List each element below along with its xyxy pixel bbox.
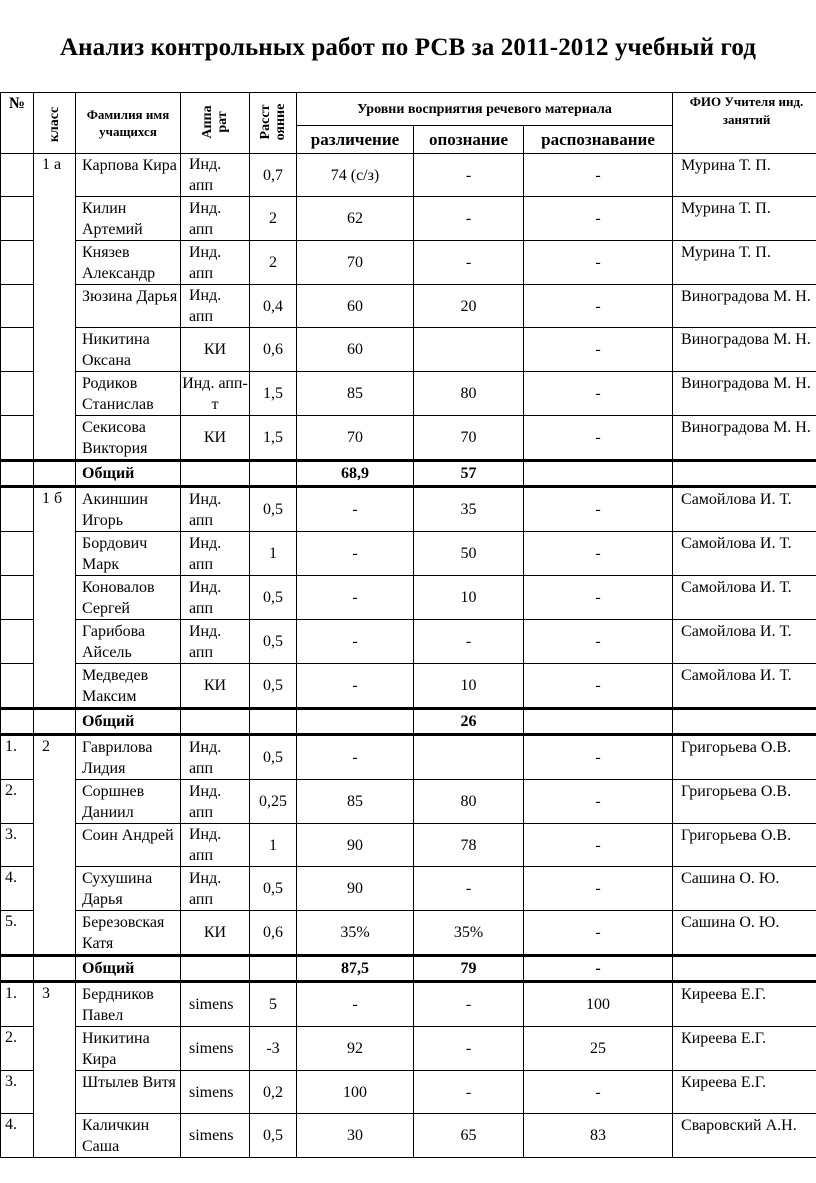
recognition-value: 25 — [524, 1027, 673, 1071]
device: Инд. апп — [181, 154, 250, 197]
table-row — [1, 911, 816, 956]
row-number — [1, 372, 34, 416]
total-empty — [673, 461, 816, 487]
student-name: Каличкин Саша — [76, 1114, 181, 1158]
row-number: 3. — [1, 1071, 34, 1114]
identification-value: - — [414, 154, 524, 197]
identification-value: 35% — [414, 911, 524, 956]
student-name: Никитина Кира — [76, 1027, 181, 1071]
device: Инд. апп — [181, 824, 250, 867]
identification-value: - — [414, 197, 524, 241]
discrimination-value: 62 — [297, 197, 414, 241]
total-row — [1, 956, 816, 982]
row-number: 5. — [1, 911, 34, 956]
distance: 0,5 — [250, 867, 297, 911]
row-number — [1, 328, 34, 372]
table-row — [1, 154, 816, 197]
results-body — [1, 154, 816, 1158]
row-number — [1, 285, 34, 328]
class-cell: 3 — [34, 982, 76, 1158]
identification-value — [414, 328, 524, 372]
recognition-value: - — [524, 285, 673, 328]
header-teacher: ФИО Учителя инд. занятий — [673, 93, 816, 154]
identification-value: 50 — [414, 532, 524, 576]
discrimination-value: 74 (с/з) — [297, 154, 414, 197]
distance: 0,5 — [250, 1114, 297, 1158]
table-row — [1, 372, 816, 416]
device: Инд. апп — [181, 620, 250, 664]
student-name: Секисова Виктория — [76, 416, 181, 461]
distance: 0,2 — [250, 1071, 297, 1114]
total-empty — [181, 461, 250, 487]
discrimination-value: 100 — [297, 1071, 414, 1114]
total-label: Общий — [76, 461, 181, 487]
teacher-name: Киреева Е.Г. — [673, 1027, 816, 1071]
total-discrimination: 87,5 — [297, 956, 414, 982]
recognition-value: - — [524, 416, 673, 461]
device: Инд. апп — [181, 576, 250, 620]
recognition-value: - — [524, 241, 673, 285]
recognition-value: - — [524, 620, 673, 664]
total-empty — [181, 956, 250, 982]
identification-value: - — [414, 867, 524, 911]
row-number — [1, 416, 34, 461]
distance: 0,7 — [250, 154, 297, 197]
table-row — [1, 532, 816, 576]
table-row — [1, 1027, 816, 1071]
student-name: Карпова Кира — [76, 154, 181, 197]
identification-value: - — [414, 241, 524, 285]
identification-value: 20 — [414, 285, 524, 328]
distance: 5 — [250, 982, 297, 1027]
device: Инд. апп — [181, 532, 250, 576]
distance: 0,5 — [250, 735, 297, 780]
teacher-name: Киреева Е.Г. — [673, 982, 816, 1027]
device: simens — [181, 982, 250, 1027]
table-row — [1, 620, 816, 664]
student-name: Гарибова Айсель — [76, 620, 181, 664]
device: Инд. апп — [181, 487, 250, 532]
discrimination-value: - — [297, 982, 414, 1027]
row-number: 1. — [1, 982, 34, 1027]
total-empty — [181, 709, 250, 735]
row-number: 1. — [1, 735, 34, 780]
table-row — [1, 982, 816, 1027]
total-empty — [1, 709, 34, 735]
table-row — [1, 824, 816, 867]
distance: 0,4 — [250, 285, 297, 328]
identification-value — [414, 735, 524, 780]
discrimination-value: - — [297, 620, 414, 664]
distance: 0,6 — [250, 328, 297, 372]
discrimination-value: 60 — [297, 328, 414, 372]
discrimination-value: 35% — [297, 911, 414, 956]
student-name: Медведев Максим — [76, 664, 181, 709]
row-number: 4. — [1, 1114, 34, 1158]
row-number: 2. — [1, 780, 34, 824]
total-empty — [1, 956, 34, 982]
student-name: Князев Александр — [76, 241, 181, 285]
discrimination-value: - — [297, 532, 414, 576]
total-label: Общий — [76, 956, 181, 982]
teacher-name: Виноградова М. Н. — [673, 285, 816, 328]
recognition-value: 100 — [524, 982, 673, 1027]
identification-value: 65 — [414, 1114, 524, 1158]
teacher-name: Сашина О. Ю. — [673, 867, 816, 911]
header-distance: Расст ояние — [250, 93, 297, 154]
distance: 1 — [250, 532, 297, 576]
teacher-name: Григорьева О.В. — [673, 735, 816, 780]
row-number — [1, 197, 34, 241]
teacher-name: Самойлова И. Т. — [673, 487, 816, 532]
total-identification: 26 — [414, 709, 524, 735]
discrimination-value: 60 — [297, 285, 414, 328]
discrimination-value: - — [297, 664, 414, 709]
discrimination-value: 90 — [297, 824, 414, 867]
recognition-value: - — [524, 735, 673, 780]
table-row — [1, 576, 816, 620]
header-discrimination: различение — [297, 126, 414, 154]
device: КИ — [181, 328, 250, 372]
recognition-value: - — [524, 487, 673, 532]
teacher-name: Григорьева О.В. — [673, 824, 816, 867]
student-name: Березовская Катя — [76, 911, 181, 956]
total-empty — [250, 461, 297, 487]
discrimination-value: - — [297, 576, 414, 620]
teacher-name: Виноградова М. Н. — [673, 328, 816, 372]
identification-value: - — [414, 1071, 524, 1114]
device: КИ — [181, 664, 250, 709]
recognition-value: 83 — [524, 1114, 673, 1158]
row-number — [1, 576, 34, 620]
identification-value: 10 — [414, 576, 524, 620]
student-name: Родиков Станислав — [76, 372, 181, 416]
header-identification: опознание — [414, 126, 524, 154]
recognition-value: - — [524, 532, 673, 576]
student-name: Никитина Оксана — [76, 328, 181, 372]
student-name: Соин Андрей — [76, 824, 181, 867]
device: simens — [181, 1071, 250, 1114]
discrimination-value: 85 — [297, 372, 414, 416]
row-number — [1, 487, 34, 532]
device: КИ — [181, 911, 250, 956]
header-device: Аппа рат — [181, 93, 250, 154]
discrimination-value: 90 — [297, 867, 414, 911]
identification-value: 70 — [414, 416, 524, 461]
discrimination-value: 92 — [297, 1027, 414, 1071]
identification-value: - — [414, 620, 524, 664]
device: Инд. апп — [181, 735, 250, 780]
identification-value: 80 — [414, 372, 524, 416]
distance: 0,5 — [250, 487, 297, 532]
table-row — [1, 197, 816, 241]
recognition-value: - — [524, 372, 673, 416]
total-recognition — [524, 709, 673, 735]
distance: 0,25 — [250, 780, 297, 824]
table-row — [1, 416, 816, 461]
class-cell: 1 б — [34, 487, 76, 709]
student-name: Бордович Марк — [76, 532, 181, 576]
distance: 1 — [250, 824, 297, 867]
teacher-name: Сашина О. Ю. — [673, 911, 816, 956]
teacher-name: Самойлова И. Т. — [673, 532, 816, 576]
row-number — [1, 664, 34, 709]
teacher-name: Мурина Т. П. — [673, 154, 816, 197]
header-name: Фамилия имя учащихся — [76, 93, 181, 154]
recognition-value: - — [524, 1071, 673, 1114]
distance: 0,6 — [250, 911, 297, 956]
student-name: Штылев Витя — [76, 1071, 181, 1114]
total-empty — [1, 461, 34, 487]
recognition-value: - — [524, 824, 673, 867]
discrimination-value: 70 — [297, 416, 414, 461]
total-recognition: - — [524, 956, 673, 982]
distance: 0,5 — [250, 620, 297, 664]
row-number: 4. — [1, 867, 34, 911]
device: simens — [181, 1114, 250, 1158]
total-empty — [34, 709, 76, 735]
device: Инд. апп — [181, 241, 250, 285]
identification-value: 80 — [414, 780, 524, 824]
page-title: Анализ контрольных работ по РСВ за 2011-2012 учебный год — [60, 34, 756, 61]
discrimination-value: 30 — [297, 1114, 414, 1158]
teacher-name: Самойлова И. Т. — [673, 664, 816, 709]
distance: 1,5 — [250, 416, 297, 461]
teacher-name: Виноградова М. Н. — [673, 372, 816, 416]
total-recognition — [524, 461, 673, 487]
row-number — [1, 620, 34, 664]
distance: 0,5 — [250, 576, 297, 620]
table-row — [1, 867, 816, 911]
distance: 2 — [250, 197, 297, 241]
table-row — [1, 241, 816, 285]
student-name: Гаврилова Лидия — [76, 735, 181, 780]
teacher-name: Мурина Т. П. — [673, 241, 816, 285]
device: КИ — [181, 416, 250, 461]
identification-value: 78 — [414, 824, 524, 867]
student-name: Коновалов Сергей — [76, 576, 181, 620]
discrimination-value: - — [297, 735, 414, 780]
row-number — [1, 532, 34, 576]
student-name: Соршнев Даниил — [76, 780, 181, 824]
total-empty — [673, 709, 816, 735]
student-name: Сухушина Дарья — [76, 867, 181, 911]
device: Инд. апп-т — [181, 372, 250, 416]
row-number: 2. — [1, 1027, 34, 1071]
device: Инд. апп — [181, 780, 250, 824]
identification-value: - — [414, 1027, 524, 1071]
teacher-name: Самойлова И. Т. — [673, 620, 816, 664]
recognition-value: - — [524, 154, 673, 197]
device: Инд. апп — [181, 867, 250, 911]
discrimination-value: 70 — [297, 241, 414, 285]
class-cell: 1 а — [34, 154, 76, 461]
teacher-name: Григорьева О.В. — [673, 780, 816, 824]
table-row — [1, 664, 816, 709]
student-name: Бердников Павел — [76, 982, 181, 1027]
total-empty — [34, 956, 76, 982]
recognition-value: - — [524, 911, 673, 956]
total-empty — [250, 956, 297, 982]
results-table — [0, 92, 816, 1158]
teacher-name: Виноградова М. Н. — [673, 416, 816, 461]
table-row — [1, 285, 816, 328]
distance: 0,5 — [250, 664, 297, 709]
header-recognition: распознавание — [524, 126, 673, 154]
identification-value: - — [414, 982, 524, 1027]
row-number: 3. — [1, 824, 34, 867]
row-number — [1, 154, 34, 197]
recognition-value: - — [524, 197, 673, 241]
student-name: Килин Артемий — [76, 197, 181, 241]
table-row — [1, 487, 816, 532]
total-discrimination — [297, 709, 414, 735]
total-empty — [34, 461, 76, 487]
discrimination-value: - — [297, 487, 414, 532]
total-label: Общий — [76, 709, 181, 735]
recognition-value: - — [524, 867, 673, 911]
distance: 1,5 — [250, 372, 297, 416]
identification-value: 35 — [414, 487, 524, 532]
row-number — [1, 241, 34, 285]
table-row — [1, 1071, 816, 1114]
teacher-name: Самойлова И. Т. — [673, 576, 816, 620]
total-identification: 57 — [414, 461, 524, 487]
table-row — [1, 780, 816, 824]
distance: -3 — [250, 1027, 297, 1071]
teacher-name: Мурина Т. П. — [673, 197, 816, 241]
table-row — [1, 328, 816, 372]
recognition-value: - — [524, 664, 673, 709]
device: Инд. апп — [181, 197, 250, 241]
header-levels: Уровни восприятия речевого материала — [297, 93, 673, 126]
class-cell: 2 — [34, 735, 76, 956]
device: Инд. апп — [181, 285, 250, 328]
teacher-name: Сваровский А.Н. — [673, 1114, 816, 1158]
identification-value: 10 — [414, 664, 524, 709]
discrimination-value: 85 — [297, 780, 414, 824]
total-row — [1, 709, 816, 735]
header-number: № — [1, 93, 34, 154]
header-class: класс — [34, 93, 76, 154]
recognition-value: - — [524, 576, 673, 620]
recognition-value: - — [524, 780, 673, 824]
recognition-value: - — [524, 328, 673, 372]
total-empty — [673, 956, 816, 982]
total-empty — [250, 709, 297, 735]
total-row — [1, 461, 816, 487]
student-name: Зюзина Дарья — [76, 285, 181, 328]
table-row — [1, 1114, 816, 1158]
table-row — [1, 735, 816, 780]
teacher-name: Киреева Е.Г. — [673, 1071, 816, 1114]
total-identification: 79 — [414, 956, 524, 982]
total-discrimination: 68,9 — [297, 461, 414, 487]
device: simens — [181, 1027, 250, 1071]
student-name: Акиншин Игорь — [76, 487, 181, 532]
distance: 2 — [250, 241, 297, 285]
